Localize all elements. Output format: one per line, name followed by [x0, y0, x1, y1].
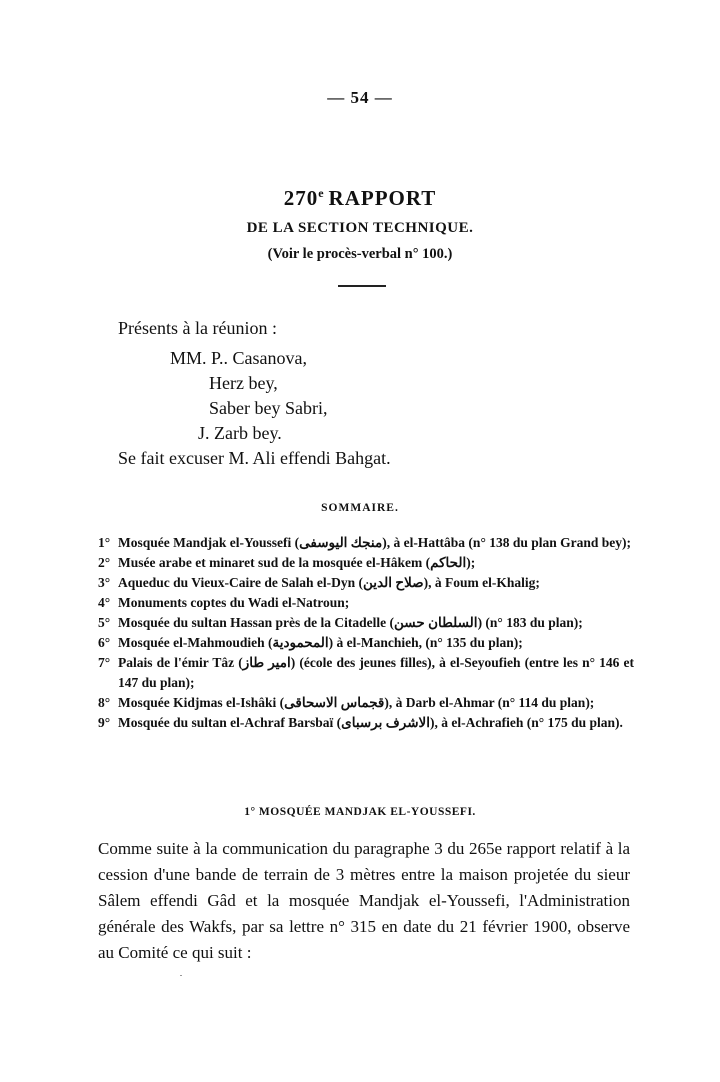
summary-item-number: 7°	[98, 655, 111, 670]
summary-item-number: 1°	[98, 535, 111, 550]
summary-heading: SOMMAIRE.	[321, 502, 399, 514]
section-heading: 1° MOSQUÉE MANDJAK EL-YOUSSEFI.	[244, 806, 476, 818]
summary-item	[98, 633, 634, 653]
summary-item-text: Monuments coptes du Wadi el-Natroun;	[118, 595, 350, 610]
summary-item-text: Mosquée Kidjmas el-Ishâki (قجماس الاسحاقى), à Darb el-Ahmar (n° 114 du plan);	[118, 695, 595, 710]
member-saber: Saber bey Sabri,	[209, 398, 328, 418]
divider	[338, 285, 386, 287]
summary-item-number: 4°	[98, 595, 111, 610]
section-body: Comme suite à la communication du paragraphe 3 du 265e rapport relatif à la cession d'une bande de terrain de 3 mètres entre la maison projetée du sieur Sâlem effendi Gâd et la mosquée Mandjak el-Youssefi, l'Administration générale des Wakfs, par sa lettre n° 315 en date du 21 février 1900, observe au Comité ce qui suit :	[98, 839, 630, 962]
summary-item-text: Mosquée Mandjak el-Youssefi (منجك اليوسفى), à el-Hattâba (n° 138 du plan Grand bey);	[118, 535, 631, 550]
member-zarb: J. Zarb bey.	[198, 423, 282, 443]
page-number: — 54 —	[327, 88, 393, 107]
summary-item-text: Aqueduc du Vieux-Caire de Salah el-Dyn (صلاح الدين), à Foum el-Khalig;	[118, 575, 540, 590]
summary-item-text: Palais de l'émir Tâz (امير طاز) (école des jeunes filles), à el-Seyoufieh (entre les n° 146 et 147 du plan);	[118, 655, 634, 690]
report-ordinal: e	[318, 186, 325, 200]
summary-item-number: 3°	[98, 575, 111, 590]
report-title-word: RAPPORT	[328, 186, 437, 210]
paper-speck	[180, 975, 182, 976]
summary-item	[98, 593, 634, 613]
summary-item-number: 8°	[98, 695, 111, 710]
summary-item-text: Mosquée du sultan Hassan près de la Citadelle (السلطان حسن) (n° 183 du plan);	[118, 615, 583, 630]
report-subtitle: DE LA SECTION TECHNIQUE.	[246, 220, 474, 236]
member-casanova: MM. P.. Casanova,	[170, 348, 308, 368]
summary-item	[98, 613, 634, 633]
summary-item	[98, 533, 634, 553]
report-title	[0, 186, 720, 211]
summary-item-text: Mosquée du sultan el-Achraf Barsbaï (الاشرف برسباى), à el-Achrafieh (n° 175 du plan).	[118, 715, 623, 730]
summary-item	[98, 573, 634, 593]
summary-item	[98, 693, 634, 713]
summary-item-text: Mosquée el-Mahmoudieh (المحمودية) à el-Manchieh, (n° 135 du plan);	[118, 635, 523, 650]
summary-item-text: Musée arabe et minaret sud de la mosquée el-Hâkem (الحاكم);	[118, 555, 476, 570]
report-number: 270	[283, 186, 319, 210]
report-reference: (Voir le procès-verbal n° 100.)	[267, 246, 453, 262]
summary-item	[98, 553, 634, 573]
summary-item	[98, 653, 634, 693]
summary-item	[98, 713, 634, 733]
presence-heading: Présents à la réunion :	[118, 318, 277, 338]
summary-item-number: 9°	[98, 715, 111, 730]
excused-line: Se fait excuser M. Ali effendi Bahgat.	[118, 448, 391, 468]
summary-item-number: 5°	[98, 615, 111, 630]
member-herz: Herz bey,	[209, 373, 278, 393]
summary-item-number: 2°	[98, 555, 111, 570]
summary-item-number: 6°	[98, 635, 111, 650]
summary-list	[98, 533, 634, 733]
